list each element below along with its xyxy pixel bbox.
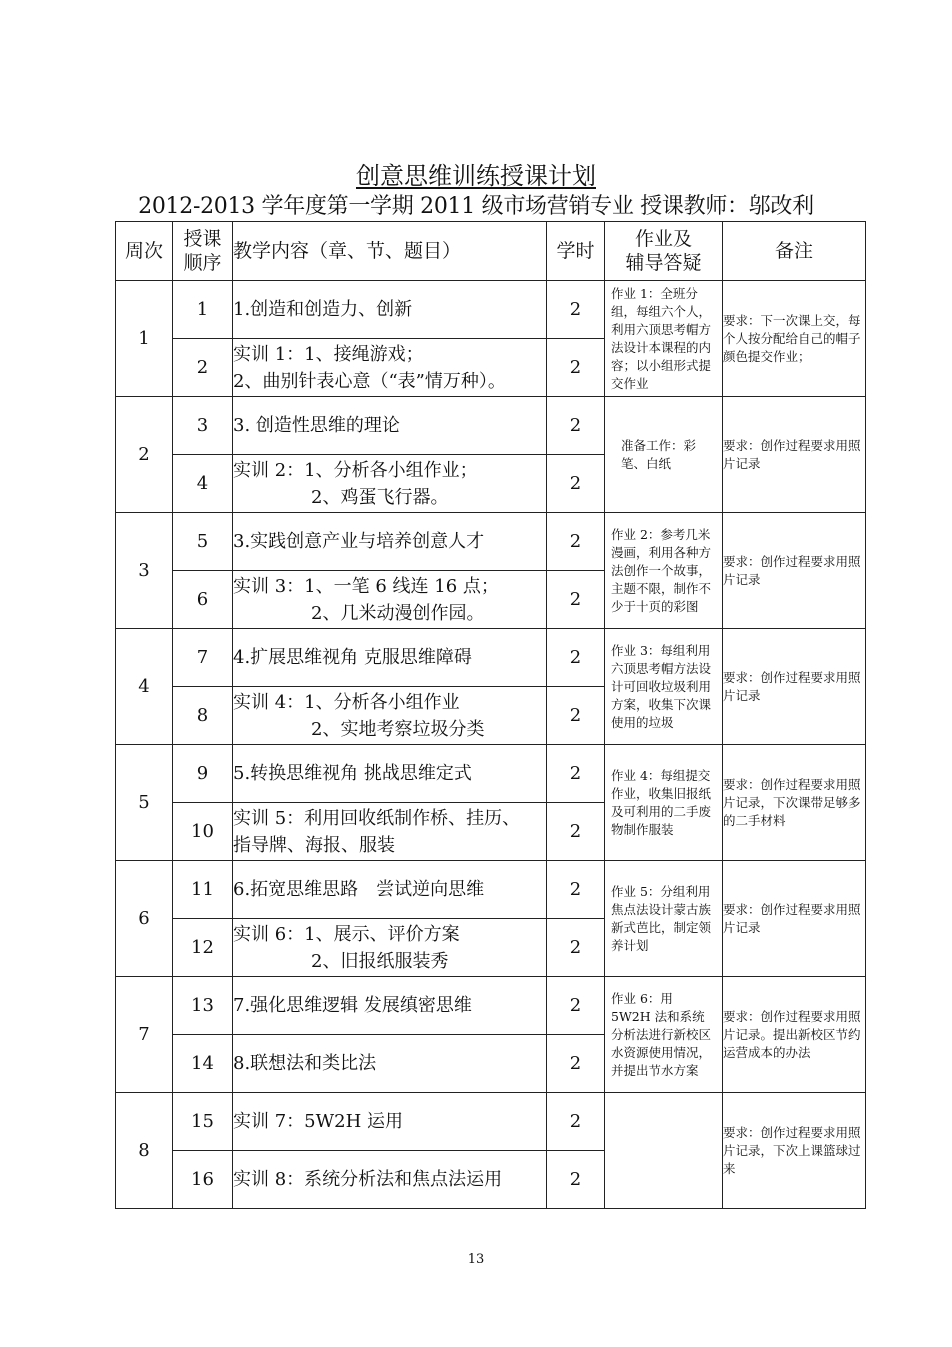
- header-notes: 备注: [723, 222, 866, 281]
- document-title: 创意思维训练授课计划: [356, 162, 596, 190]
- content-cell: [233, 861, 547, 919]
- content-cell: [233, 281, 547, 339]
- content-line: 3.实践创意产业与培养创意人才: [233, 531, 485, 552]
- content-line: 3. 创造性思维的理论: [233, 415, 400, 436]
- header-homework: 作业及 辅导答疑: [605, 222, 723, 281]
- content-line: 7.强化思维逻辑 发展缜密思维: [233, 995, 472, 1016]
- content-line: 1.创造和创造力、创新: [233, 299, 413, 320]
- hours-cell: 2: [547, 1093, 605, 1151]
- hours-cell: 2: [547, 1151, 605, 1209]
- hours-cell: 2: [547, 861, 605, 919]
- content-line: 实训 6：1、展示、评价方案: [233, 923, 460, 945]
- content-cell: [233, 513, 547, 571]
- content-line: 实训 2：1、分析各小组作业；: [233, 459, 478, 481]
- order-cell: 7: [173, 629, 233, 687]
- content-cell: [233, 455, 547, 513]
- note-cell: 要求：创作过程要求用照片记录: [723, 397, 866, 513]
- content-cell: [233, 977, 547, 1035]
- content-line: 2、鸡蛋飞行器。: [311, 486, 449, 508]
- header-week: 周次: [116, 222, 173, 281]
- content-cell: [233, 397, 547, 455]
- week-cell: 8: [116, 1093, 173, 1209]
- hours-cell: 2: [547, 1035, 605, 1093]
- content-line: 指导牌、海报、服装: [233, 834, 395, 856]
- content-line: 实训 5：利用回收纸制作桥、挂历、: [233, 807, 521, 829]
- table-row: [116, 513, 866, 571]
- hours-cell: 2: [547, 687, 605, 745]
- content-line: 2、几米动漫创作园。: [311, 602, 485, 624]
- homework-cell: 作业 1：全班分组，每组六个人，利用六顶思考帽方法设计本课程的内容；以小组形式提交作业: [605, 281, 723, 397]
- content-cell: [233, 803, 547, 861]
- order-cell: 9: [173, 745, 233, 803]
- content-cell: [233, 745, 547, 803]
- header-order: 授课 顺序: [173, 222, 233, 281]
- order-cell: 2: [173, 339, 233, 397]
- order-cell: 16: [173, 1151, 233, 1209]
- hours-cell: 2: [547, 977, 605, 1035]
- content-cell: [233, 687, 547, 745]
- order-cell: 15: [173, 1093, 233, 1151]
- table-row: [116, 281, 866, 339]
- table-row: [116, 397, 866, 455]
- content-line: 6.拓宽思维思路 尝试逆向思维: [233, 879, 485, 900]
- homework-cell: 作业 6：用 5W2H 法和系统分析法进行新校区水资源使用情况，并提出节水方案: [605, 977, 723, 1093]
- order-cell: 11: [173, 861, 233, 919]
- week-cell: 3: [116, 513, 173, 629]
- order-cell: 1: [173, 281, 233, 339]
- hours-cell: 2: [547, 919, 605, 977]
- content-line: 4.扩展思维视角 克服思维障碍: [233, 647, 472, 668]
- note-cell: 要求：创作过程要求用照片记录: [723, 861, 866, 977]
- document-subtitle: 2012-2013 学年度第一学期 2011 级市场营销专业 授课教师：邬改利: [138, 194, 814, 219]
- note-cell: 要求：下一次课上交，每个人按分配给自己的帽子颜色提交作业；: [723, 281, 866, 397]
- hours-cell: 2: [547, 455, 605, 513]
- content-line: 实训 3：1、一笔 6 线连 16 点；: [233, 575, 499, 597]
- table-row: [116, 861, 866, 919]
- content-line: 实训 4：1、分析各小组作业: [233, 691, 460, 713]
- table-row: [116, 745, 866, 803]
- content-cell: [233, 919, 547, 977]
- week-cell: 4: [116, 629, 173, 745]
- hours-cell: 2: [547, 629, 605, 687]
- content-cell: [233, 1093, 547, 1151]
- week-cell: 6: [116, 861, 173, 977]
- week-cell: 1: [116, 281, 173, 397]
- week-cell: 2: [116, 397, 173, 513]
- header-content: 教学内容（章、节、题目）: [233, 222, 547, 281]
- order-cell: 3: [173, 397, 233, 455]
- content-line: 2、曲别针表心意（“表”情万种）。: [233, 370, 506, 392]
- order-cell: 6: [173, 571, 233, 629]
- teaching-plan-table: [115, 221, 866, 1209]
- page-number: 13: [467, 1252, 485, 1267]
- header-row: [116, 222, 866, 281]
- homework-cell: 准备工作：彩笔、白纸: [605, 397, 723, 513]
- hours-cell: 2: [547, 571, 605, 629]
- order-cell: 13: [173, 977, 233, 1035]
- order-cell: 4: [173, 455, 233, 513]
- table-row: [116, 1093, 866, 1151]
- order-cell: 5: [173, 513, 233, 571]
- note-cell: 要求：创作过程要求用照片记录: [723, 629, 866, 745]
- note-cell: 要求：创作过程要求用照片记录，下次上课篮球过来: [723, 1093, 866, 1209]
- note-cell: 要求：创作过程要求用照片记录: [723, 513, 866, 629]
- content-line: 实训 7：5W2H 运用: [233, 1111, 403, 1132]
- homework-cell: 作业 5：分组利用焦点法设计蒙古族新式芭比，制定领养计划: [605, 861, 723, 977]
- order-cell: 8: [173, 687, 233, 745]
- table-row: [116, 977, 866, 1035]
- content-line: 8.联想法和类比法: [233, 1053, 377, 1074]
- hours-cell: 2: [547, 397, 605, 455]
- content-cell: [233, 629, 547, 687]
- homework-cell: 作业 3：每组利用六顶思考帽方法设计可回收垃圾利用方案，收集下次课使用的垃圾: [605, 629, 723, 745]
- content-cell: [233, 571, 547, 629]
- homework-cell: 作业 4：每组提交作业，收集旧报纸及可利用的二手废物制作服装: [605, 745, 723, 861]
- content-line: 实训 1：1、接绳游戏；: [233, 343, 424, 365]
- content-cell: [233, 1035, 547, 1093]
- hours-cell: 2: [547, 803, 605, 861]
- content-line: 实训 8：系统分析法和焦点法运用: [233, 1169, 503, 1190]
- content-cell: [233, 1151, 547, 1209]
- content-line: 2、实地考察垃圾分类: [311, 718, 485, 740]
- note-cell: 要求：创作过程要求用照片记录，下次课带足够多的二手材料: [723, 745, 866, 861]
- week-cell: 7: [116, 977, 173, 1093]
- hours-cell: 2: [547, 339, 605, 397]
- content-cell: [233, 339, 547, 397]
- content-line: 5.转换思维视角 挑战思维定式: [233, 763, 472, 784]
- content-line: 2、旧报纸服装秀: [311, 950, 449, 972]
- hours-cell: 2: [547, 281, 605, 339]
- week-cell: 5: [116, 745, 173, 861]
- note-cell: 要求：创作过程要求用照片记录。提出新校区节约运营成本的办法: [723, 977, 866, 1093]
- order-cell: 14: [173, 1035, 233, 1093]
- hours-cell: 2: [547, 745, 605, 803]
- order-cell: 10: [173, 803, 233, 861]
- table-row: [116, 629, 866, 687]
- hours-cell: 2: [547, 513, 605, 571]
- order-cell: 12: [173, 919, 233, 977]
- homework-cell: [605, 1093, 723, 1209]
- header-hours: 学时: [547, 222, 605, 281]
- homework-cell: 作业 2：参考几米漫画，利用各种方法创作一个故事，主题不限，制作不少于十页的彩图: [605, 513, 723, 629]
